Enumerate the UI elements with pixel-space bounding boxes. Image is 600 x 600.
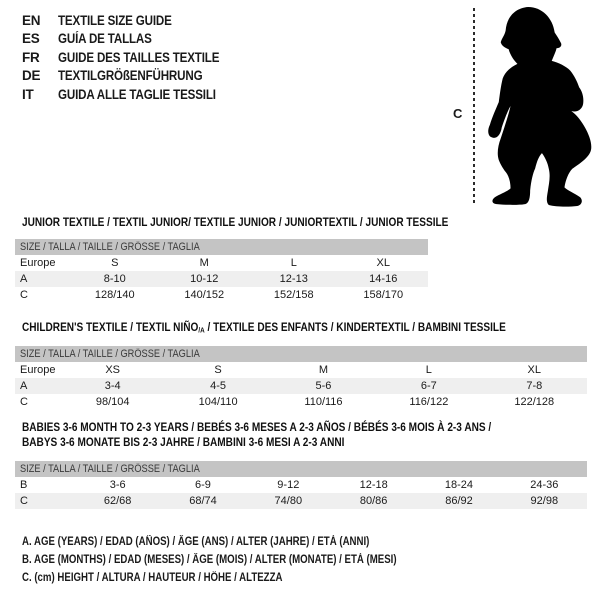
- language-row: [22, 85, 246, 104]
- row-label-cell: B: [20, 479, 28, 491]
- value-cell: 68/74: [189, 495, 217, 507]
- value-cell: 12-13: [279, 273, 308, 285]
- size-header-bar: SIZE / TALLA / TAILLE / GRÖSSE / TAGLIA: [15, 346, 587, 362]
- size-header-bar: SIZE / TALLA / TAILLE / GRÖSSE / TAGLIA: [15, 239, 428, 255]
- table-title-junior: JUNIOR TEXTILE / TEXTIL JUNIOR/ TEXTILE JUNIOR / JUNIORTEXTIL / JUNIOR TESSILE: [22, 215, 449, 229]
- row-label-cell: A: [20, 380, 28, 392]
- value-cell: 128/140: [94, 289, 135, 301]
- value-cell: 3-6: [109, 479, 126, 491]
- row-label-cell: Europe: [20, 257, 56, 269]
- baby-silhouette-icon: [482, 5, 594, 208]
- value-cell: 116/122: [409, 396, 449, 408]
- value-cell: 110/116: [304, 396, 343, 408]
- baby-silhouette-figure: [450, 2, 600, 214]
- value-cell: 92/98: [530, 495, 559, 507]
- language-row: [22, 30, 246, 49]
- language-code: FR: [22, 49, 40, 65]
- value-cell: 14-16: [369, 273, 398, 285]
- value-cell: M: [318, 364, 329, 376]
- row-label-cell: Europe: [20, 364, 56, 376]
- value-cell: 5-6: [315, 380, 332, 392]
- height-dashed-line: [473, 8, 475, 206]
- value-cell: S: [214, 364, 222, 376]
- language-list: [22, 11, 246, 104]
- value-cell: 80/86: [359, 495, 388, 507]
- language-code: EN: [22, 12, 41, 28]
- size-header-bar: SIZE / TALLA / TAILLE / GRÖSSE / TAGLIA: [15, 461, 587, 477]
- table-row: [15, 255, 428, 271]
- value-cell: 158/170: [363, 289, 404, 301]
- size-table-children: [15, 346, 587, 410]
- value-cell: M: [199, 257, 209, 269]
- size-table-grid: [15, 477, 587, 509]
- row-label-cell: C: [20, 396, 28, 408]
- table-row: [15, 394, 587, 410]
- language-row: [22, 48, 246, 67]
- value-cell: S: [111, 257, 119, 269]
- value-cell: L: [290, 257, 297, 269]
- legend-line-b: B. AGE (MONTHS) / EDAD (MESES) / ÂGE (MOIS) / ALTER (MONATE) / ETÀ (MESI): [22, 554, 397, 567]
- size-table-junior: [15, 239, 428, 303]
- value-cell: 6-7: [420, 380, 437, 392]
- value-cell: 86/92: [445, 495, 473, 507]
- value-cell: 74/80: [274, 495, 303, 507]
- value-cell: 122/128: [514, 396, 555, 408]
- value-cell: XL: [376, 257, 390, 269]
- language-row: [22, 67, 246, 86]
- value-cell: 10-12: [190, 273, 219, 285]
- table-row: [15, 378, 587, 394]
- table-row: [15, 362, 587, 378]
- legend-line-c: C. (cm) HEIGHT / ALTURA / HAUTEUR / HÖHE / ALTEZZA: [22, 572, 283, 585]
- value-cell: 152/158: [273, 289, 314, 301]
- value-cell: 8-10: [103, 273, 126, 285]
- height-label: C: [453, 106, 463, 121]
- language-code: DE: [22, 68, 41, 84]
- legend-line-a: A. AGE (YEARS) / EDAD (AÑOS) / ÂGE (ANS) / ALTER (JAHRE) / ETÀ (ANNI): [22, 536, 370, 548]
- subscript-text: /A: [198, 325, 205, 335]
- value-cell: 7-8: [526, 380, 543, 392]
- table-title-babies: BABIES 3-6 MONTH TO 2-3 YEARS / BEBÉS 3-6 MESES A 2-3 AÑOS / BÉBÉS 3-6 MOIS À 2-3 ANS / BABYS 3-6 MONATE BIS 2-3 JAHRE / BAMBINI 3-6 MESI A 2-3 ANNI: [22, 420, 492, 449]
- row-label-cell: C: [20, 495, 28, 507]
- language-label: GUIDE DES TAILLES TEXTILE: [58, 49, 220, 65]
- value-cell: L: [425, 364, 432, 376]
- value-cell: XS: [105, 364, 121, 376]
- size-table-grid: [15, 362, 587, 410]
- value-cell: 140/152: [184, 289, 225, 301]
- table-title-children: CHILDREN'S TEXTILE / TEXTIL $NIÑO_{/A}$ / TEXTILE DES ENFANTS / KINDERTEXTIL / BAMBINI TESSILE: [22, 320, 506, 335]
- language-code: IT: [22, 86, 34, 102]
- size-table-babies: [15, 461, 587, 509]
- language-code: ES: [22, 31, 40, 47]
- value-cell: 24-36: [530, 479, 559, 491]
- table-row: [15, 271, 428, 287]
- language-label: GUÍA DE TALLAS: [58, 31, 152, 47]
- value-cell: 3-4: [104, 380, 121, 392]
- table-row: [15, 287, 428, 303]
- value-cell: 12-18: [359, 479, 388, 491]
- value-cell: 6-9: [195, 479, 211, 491]
- value-cell: 104/110: [198, 396, 238, 408]
- value-cell: XL: [527, 364, 542, 376]
- language-label: TEXTILGRÖßENFÜHRUNG: [58, 68, 203, 84]
- row-label-cell: C: [20, 289, 28, 301]
- legend: [22, 533, 468, 588]
- table-row: [15, 493, 587, 509]
- value-cell: 98/104: [95, 396, 130, 408]
- value-cell: 4-5: [210, 380, 227, 392]
- value-cell: 62/68: [103, 495, 132, 507]
- value-cell: 9-12: [277, 479, 300, 491]
- table-row: [15, 477, 587, 493]
- row-label-cell: A: [20, 273, 28, 285]
- value-cell: 18-24: [444, 479, 474, 491]
- language-row: [22, 11, 246, 30]
- size-table-grid: [15, 255, 428, 303]
- language-label: TEXTILE SIZE GUIDE: [58, 12, 172, 28]
- language-label: GUIDA ALLE TAGLIE TESSILI: [58, 86, 216, 102]
